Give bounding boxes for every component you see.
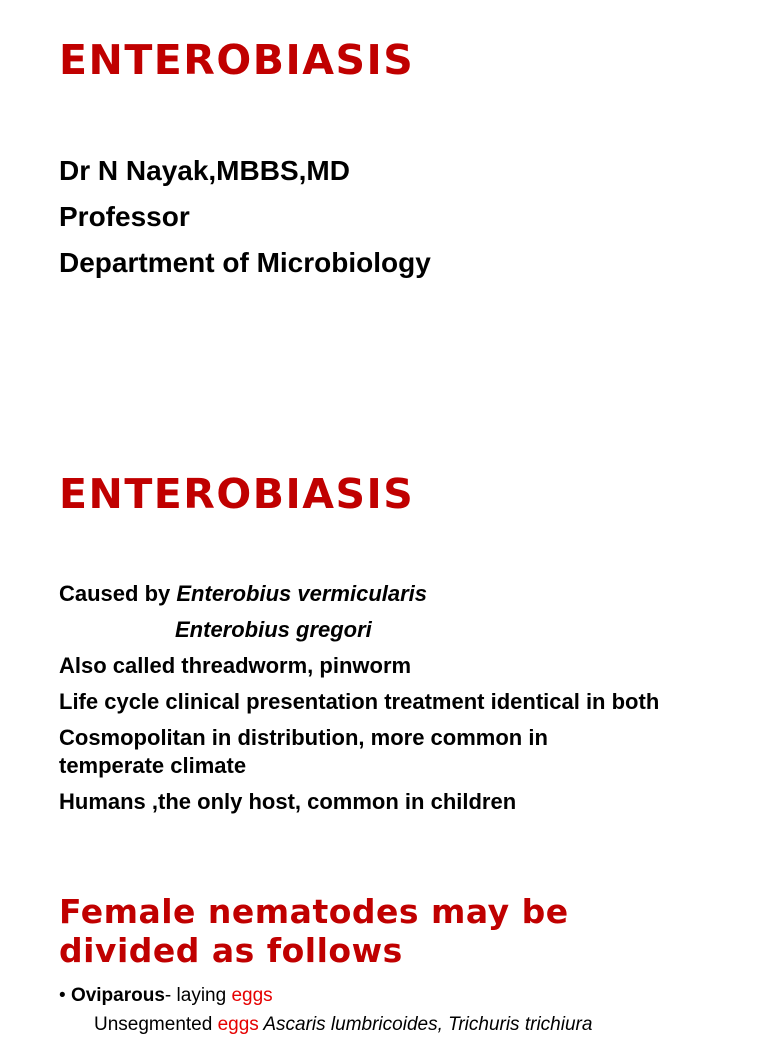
bullet-oviparous: [59, 983, 273, 1009]
sub-bullet-unsegmented: [94, 1012, 592, 1038]
species-gregori: Enterobius gregori: [175, 617, 372, 642]
species-gregori-line: [59, 616, 739, 644]
life-cycle-line: Life cycle clinical presentation treatment identical in both: [59, 689, 660, 714]
also-called-line: Also called threadworm, pinworm: [59, 653, 412, 678]
bullet-mark: •: [59, 985, 66, 1006]
cosmopolitan-line: Cosmopolitan in distribution, more common in temperate climate: [59, 725, 548, 778]
slide-2-body: [59, 580, 739, 824]
caused-by-line: [59, 580, 739, 608]
sub-text: Unsegmented: [94, 1014, 218, 1035]
author-role: Professor: [59, 201, 190, 232]
author-department: Department of Microbiology: [59, 247, 431, 278]
bullet-text: - laying: [164, 985, 232, 1006]
slide-2-title: ENTEROBIASIS: [59, 470, 415, 518]
sub-species: Ascaris lumbricoides, Trichuris trichiura: [258, 1014, 593, 1035]
humans-line: Humans ,the only host, common in children: [59, 789, 517, 814]
bullet-term: Oviparous: [70, 985, 165, 1006]
sub-highlight: eggs: [217, 1014, 259, 1035]
bullet-highlight: eggs: [231, 985, 273, 1006]
author-name: Dr N Nayak,MBBS,MD: [59, 155, 350, 186]
slide-3-title: Female nematodes may be divided as follows: [59, 892, 569, 970]
slide-1-title: ENTEROBIASIS: [59, 36, 415, 84]
author-block: [59, 148, 431, 286]
caused-by-label: Caused by: [59, 581, 177, 606]
species-vermicularis: Enterobius vermicularis: [176, 581, 428, 606]
